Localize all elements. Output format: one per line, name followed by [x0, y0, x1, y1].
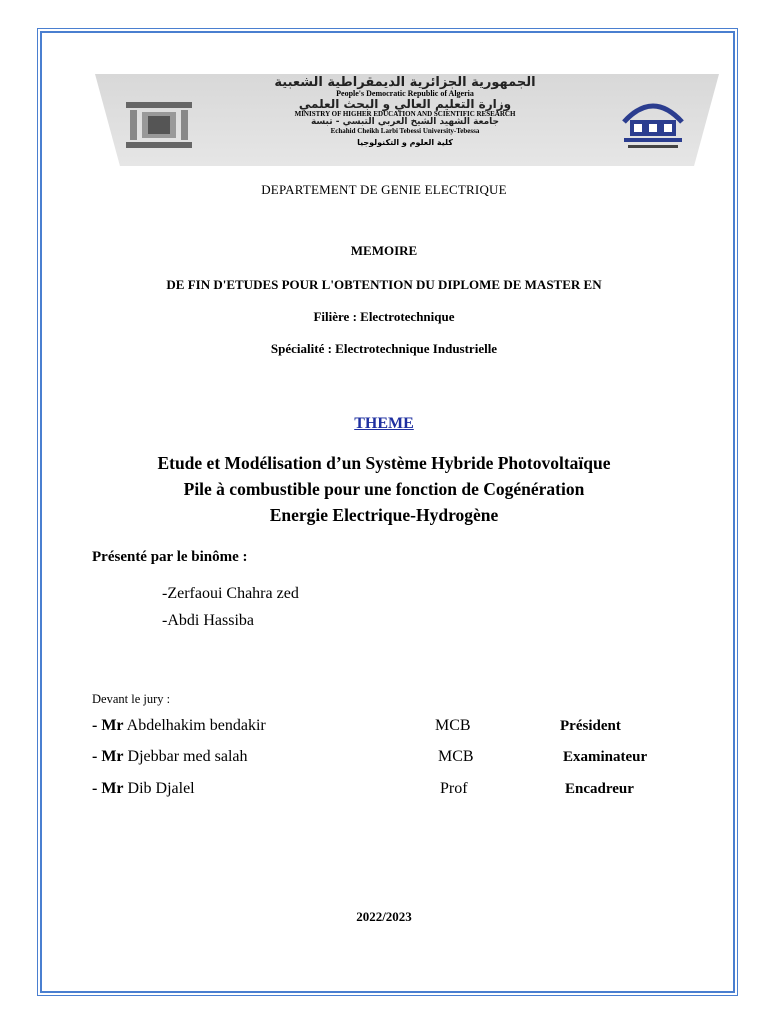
- title-line-3: Energie Electrique-Hydrogène: [269, 505, 499, 525]
- jury-role: Encadreur: [565, 781, 634, 797]
- jury-row: [92, 748, 247, 766]
- student-1: -Zerfaoui Chahra zed: [162, 585, 299, 602]
- presented-by: Présenté par le binôme :: [92, 549, 248, 565]
- jury-name: Dib Djalel: [127, 780, 195, 797]
- jury-role: Président: [560, 718, 621, 734]
- jury-grade: MCB: [435, 717, 471, 734]
- thesis-title: [0, 450, 768, 528]
- header-arabic-ministry: وزارة التعليم العالي و البحث العلمي: [298, 97, 512, 111]
- jury-name: Djebbar med salah: [127, 748, 248, 765]
- header-arabic-republic: الجمهورية الجزائرية الديمقراطية الشعبية: [274, 75, 536, 90]
- memoire-heading: MEMOIRE: [350, 243, 418, 258]
- header-ministry: MINISTRY OF HIGHER EDUCATION AND SCIENTIFIC RESEARCH: [294, 110, 516, 118]
- header-arabic-faculty: كلية العلوم و التكنولوجيا: [357, 138, 453, 147]
- filiere: Filière : Electrotechnique: [313, 309, 455, 324]
- jury-name: Abdelhakim bendakir: [126, 717, 266, 734]
- jury-label: Devant le jury :: [92, 692, 171, 706]
- university-logo: [620, 94, 686, 154]
- jury-role: Examinateur: [563, 749, 648, 765]
- header-arabic-university: جامعة الشهيد الشيخ العربي التبسي - تبسة: [310, 117, 500, 127]
- jury-prefix: - Mr: [92, 780, 124, 797]
- jury-grade: MCB: [438, 748, 474, 765]
- specialite: Spécialité : Electrotechnique Industrielle: [270, 341, 498, 356]
- jury-row: [92, 717, 266, 735]
- theme-label: THEME: [354, 415, 414, 432]
- title-line-2: Pile à combustible pour une fonction de Cogénération: [183, 479, 585, 499]
- department: DEPARTEMENT DE GENIE ELECTRIQUE: [261, 182, 507, 197]
- ministry-logo: [124, 98, 194, 150]
- jury-row: [92, 780, 195, 798]
- title-line-1: Etude et Modélisation d’un Système Hybride Photovoltaïque: [157, 453, 611, 473]
- header-republic: People's Democratic Republic of Algeria: [336, 89, 474, 98]
- jury-grade: Prof: [440, 780, 468, 797]
- jury-prefix: - Mr: [92, 748, 124, 765]
- jury-prefix: - Mr: [92, 717, 124, 734]
- header-university: Echahid Cheikh Larbi Tebessi University-Tebessa: [330, 127, 480, 135]
- student-2: -Abdi Hassiba: [162, 612, 254, 629]
- diploma-line: DE FIN D'ETUDES POUR L'OBTENTION DU DIPLOME DE MASTER EN: [166, 277, 602, 292]
- academic-year: 2022/2023: [356, 909, 412, 924]
